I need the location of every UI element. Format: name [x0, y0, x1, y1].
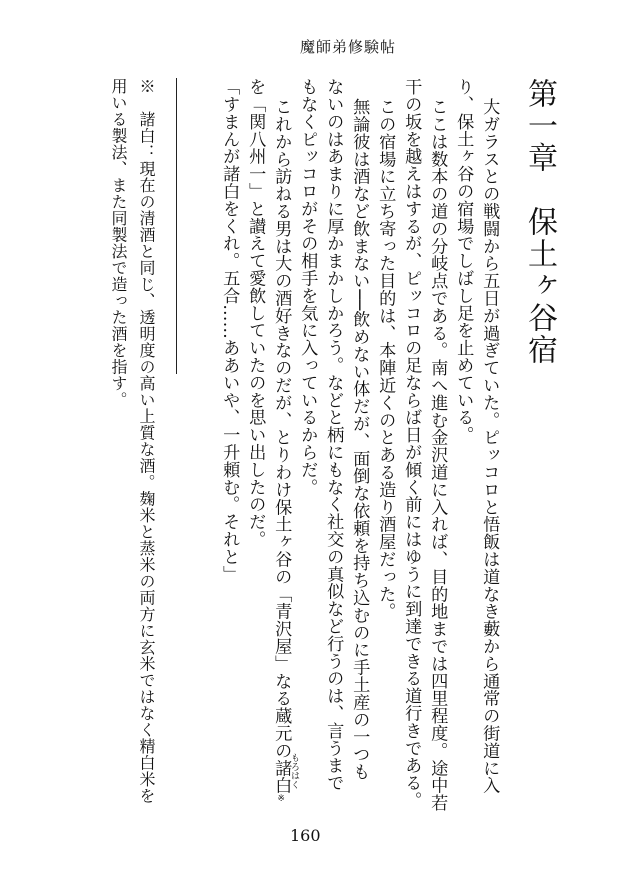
- ruby-reading: もろはく: [289, 753, 299, 789]
- body-line-4: 干の坂を越えはするが、ピッコロの足ならば日が傾く前にはゆうに到達できる道行きである。: [401, 78, 422, 809]
- body-line-2: り、保土ヶ谷の宿場でしばし足を止めている。: [453, 78, 474, 444]
- footnote-separator: [176, 78, 177, 374]
- footnote-line-2: 用いる製法、また同製法で造った酒を指す。: [109, 78, 128, 408]
- page-number: 160: [290, 826, 321, 845]
- body-line-1: 大ガラスとの戦闘から五日が過ぎていた。ピッコロと悟飯は道なき藪から通常の街道に入: [479, 98, 500, 794]
- body-line-10: を「関八州一」と讃えて愛飲していたのを思い出したのだ。: [245, 78, 266, 548]
- footnote-line-1: ※ 諸白：現在の清酒と同じ、透明度の高い上質な酒。麹米と蒸米の両方に玄米ではなく精白米を: [137, 78, 156, 804]
- body-line-9-text: これから訪ねる男は大の酒好きなのだが、とりわけ保土ヶ谷の「青沢屋」なる蔵元の諸白: [271, 98, 292, 794]
- body-line-8: もなくピッコロがその相手を気に入っているからだ。: [297, 78, 318, 496]
- body-line-6: 無論彼は酒など飲まない──飲めない体だが、面倒な依頼を持ち込むのに手土産の一つも: [349, 98, 370, 781]
- chapter-title: 第一章 保土ヶ谷宿: [522, 78, 557, 366]
- body-line-9: [271, 98, 292, 805]
- ruby-note-marker: ※: [276, 794, 287, 805]
- running-header: 魔師弟修験帖: [300, 38, 397, 56]
- body-line-5: この宿場に立ち寄った目的は、本陣近くのとある造り酒屋だった。: [375, 98, 396, 620]
- body-line-11: 「すまんが諸白をくれ。五合……ああいや、一升頼む。それと」: [219, 78, 240, 583]
- body-line-7: ないのはあまりに厚かまかしかろう。などと柄にもなく社交の真似など行うのは、言うまで: [323, 78, 344, 792]
- body-line-3: ここは数本の道の分岐点である。南へ進む金沢道に入れば、目的地までは四里程度。途中若: [427, 98, 448, 812]
